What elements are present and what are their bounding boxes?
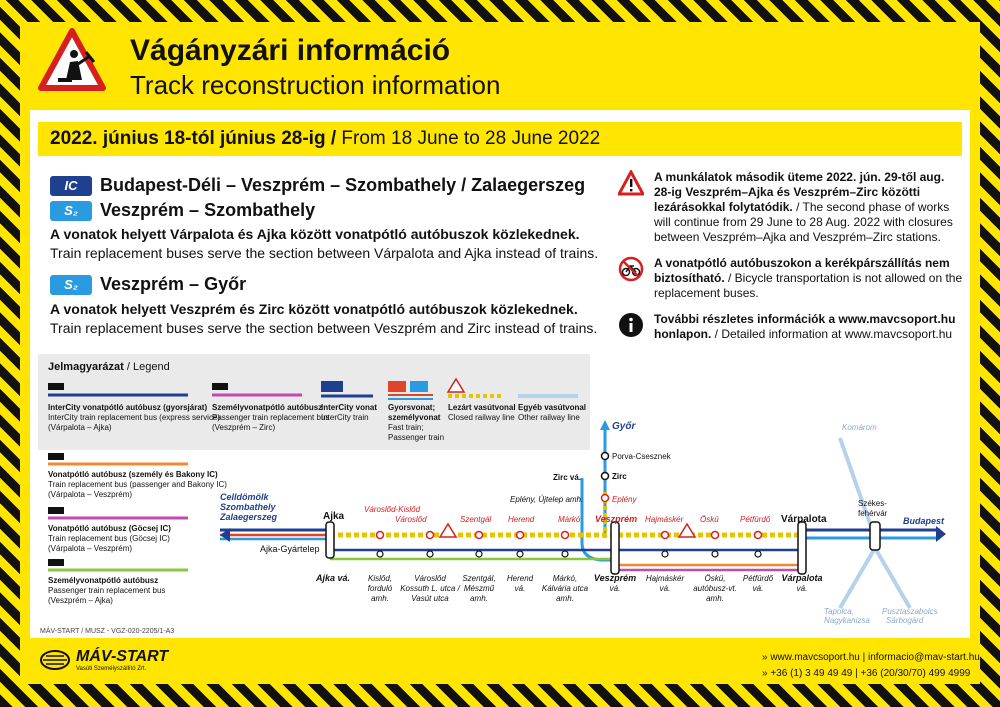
legend-item-en: InterCity train replacement bus (express service) bbox=[48, 413, 221, 422]
legend-item-en: Other railway line bbox=[518, 413, 580, 422]
route-2 bbox=[50, 200, 315, 221]
line-pusztaszabolcs bbox=[875, 548, 910, 608]
label-station: Hajmáskér bbox=[645, 515, 684, 524]
label-station: Pétfürdő bbox=[740, 515, 771, 524]
label-station: Herend bbox=[508, 515, 535, 524]
legend-item-en: (Veszprém – Zirc) bbox=[212, 423, 276, 432]
closed-station-marker bbox=[427, 532, 434, 539]
station-ajka bbox=[326, 522, 334, 558]
legend-title-en: / Legend bbox=[123, 361, 170, 373]
label-zalaegerszeg: Zalaegerszeg bbox=[220, 512, 278, 522]
bus-stop-label: Szentgál, bbox=[462, 574, 496, 583]
legend-item-passenger-bus-ajka bbox=[48, 576, 165, 606]
desc-1-hu: A vonatok helyett Várpalota és Ajka között vonatpótló autóbuszok közlekednek. bbox=[50, 226, 580, 242]
label-komarom: Komárom bbox=[842, 423, 877, 432]
warning-icon bbox=[618, 170, 644, 196]
legend-item-hu: InterCity vonat bbox=[321, 403, 378, 412]
footer-phone: » +36 (1) 3 49 49 49 | +36 (20/30/70) 499 4999 bbox=[762, 668, 971, 679]
closed-station-marker bbox=[562, 532, 569, 539]
bus-stop-label: Vasút utca bbox=[411, 594, 449, 603]
label-ajka-gyartelep: Ajka-Gyártelep bbox=[260, 544, 320, 554]
date-sep: / bbox=[325, 128, 342, 149]
legend-item-en: Passenger train replacement bus bbox=[212, 413, 330, 422]
page-subtitle: Track reconstruction information bbox=[130, 70, 501, 100]
arrow-gyor bbox=[600, 420, 610, 430]
station-varpalota bbox=[798, 522, 806, 574]
ic-badge: IC bbox=[50, 176, 92, 196]
bus-stop-label: Kossuth L. utca / bbox=[400, 584, 460, 593]
stop-epleny bbox=[602, 495, 609, 502]
label-gyor: Győr bbox=[612, 421, 636, 432]
desc-2-hu: A vonatok helyett Veszprém és Zirc között vonatpótló autóbuszok közlekednek. bbox=[50, 301, 578, 317]
bus-stop-label: Ajka vá. bbox=[315, 573, 351, 583]
legend-item-en: Passenger train bbox=[388, 433, 445, 442]
info-phase-two bbox=[618, 170, 963, 245]
label-varpalota: Várpalota bbox=[781, 514, 827, 525]
info-1-bold: A munkálatok második üteme 2022. jún. 29-től aug. 28-ig Veszprém–Ajka és Veszprém–Zirc közötti lezárásokkal folytatódik. bbox=[654, 170, 945, 214]
closed-station-marker bbox=[476, 532, 483, 539]
route-3 bbox=[50, 274, 246, 295]
legend-item-hu: Vonatpótló autóbusz (Göcsej IC) bbox=[48, 524, 171, 533]
bus-icon bbox=[212, 383, 228, 390]
mav-start-logo-icon bbox=[40, 649, 70, 671]
legend-item-en: Fast train; bbox=[388, 423, 424, 432]
legend-item-en: (Várpalota – Veszprém) bbox=[48, 544, 133, 553]
label-pusztaszabolcs-1: Pusztaszabolcs bbox=[882, 607, 938, 616]
bus-stop-label: autóbusz-vt. bbox=[693, 584, 737, 593]
label-station: Városlőd-Kislőd bbox=[364, 505, 421, 514]
bus-stop-label: Mészmű bbox=[463, 584, 495, 593]
bus-stop-marker bbox=[377, 551, 383, 557]
bus-stop-label: Kálvária utca bbox=[541, 584, 589, 593]
legend-item-bakony-bus bbox=[48, 470, 227, 500]
bus-stop-label: Herend bbox=[506, 574, 534, 583]
label-szekesfehervar-2: fehérvár bbox=[858, 509, 888, 518]
closed-station-marker bbox=[755, 532, 762, 539]
info-details bbox=[618, 312, 963, 342]
bus-stop-label: amh. bbox=[706, 594, 724, 603]
legend-item-en: Passenger train replacement bus bbox=[48, 586, 166, 595]
warning-worker-icon bbox=[38, 28, 106, 92]
bus-stop-label: Öskü, bbox=[704, 574, 726, 583]
desc-2-en: Train replacement buses serve the section between Veszprém and Zirc instead of trains. bbox=[50, 320, 598, 336]
bus-stop-label: vá. bbox=[514, 584, 526, 593]
station-szekesfehervar bbox=[870, 522, 880, 550]
mav-start-logo bbox=[40, 648, 168, 672]
label-epleny-ujtelep: Eplény, Újtelep amh. bbox=[510, 495, 584, 504]
label-szombathely: Szombathely bbox=[220, 502, 276, 512]
bus-stop-label: amh. bbox=[556, 594, 574, 603]
date-hu: 2022. június 18-tól június 28-ig bbox=[50, 128, 326, 149]
label-station: Városlőd bbox=[395, 515, 427, 524]
legend-item-ic-bus bbox=[48, 403, 220, 433]
station-veszprem bbox=[611, 522, 619, 574]
bus-stop-marker bbox=[517, 551, 523, 557]
warning-icon bbox=[440, 524, 456, 537]
date-en: From 18 June to 28 June 2022 bbox=[341, 128, 601, 149]
label-ajka: Ajka bbox=[323, 511, 345, 522]
s-badge: S₂ bbox=[50, 201, 92, 221]
label-szekesfehervar-1: Székes- bbox=[858, 499, 887, 508]
route-1-label: Budapest-Déli – Veszprém – Szombathely / Zalaegerszeg bbox=[100, 175, 586, 195]
logo-text: MÁV-START bbox=[76, 648, 169, 665]
label-tapolca-1: Tapolca, bbox=[824, 607, 854, 616]
s-badge bbox=[410, 381, 428, 392]
bus-stop-label: Veszprém bbox=[593, 573, 637, 583]
arrow-east bbox=[936, 526, 946, 542]
closed-station-marker bbox=[377, 532, 384, 539]
info-2-bold: A vonatpótló autóbuszokon a kerékpárszállítás nem biztosítható. bbox=[654, 256, 950, 285]
bus-icon bbox=[48, 559, 64, 566]
label-budapest: Budapest bbox=[903, 516, 945, 526]
date-bar bbox=[38, 122, 962, 156]
bus-stop-marker bbox=[562, 551, 568, 557]
legend-item-en: Train replacement bus (passenger and Bakony IC) bbox=[48, 480, 227, 489]
legend-swatches bbox=[38, 375, 590, 405]
bus-icon bbox=[48, 453, 64, 460]
bus-stop-label: Várpalota bbox=[781, 573, 823, 583]
bus-stop-label: Hajmáskér bbox=[645, 574, 685, 583]
desc-1-en: Train replacement buses serve the section between Várpalota and Ajka instead of trains. bbox=[50, 245, 599, 261]
info-3-bold: További részletes információk a www.mavcsoport.hu honlapon. bbox=[654, 312, 956, 341]
legend-item-hu: Személyvonatpótló autóbusz bbox=[212, 403, 323, 412]
ic-badge bbox=[321, 381, 343, 392]
warning-icon bbox=[679, 524, 695, 537]
logo-subtext: Vasúti Személyszállító Zrt. bbox=[76, 666, 147, 672]
page-title: Vágányzári információ bbox=[130, 34, 451, 67]
legend-item-en: (Várpalota – Ajka) bbox=[48, 423, 112, 432]
legend-item-hu: Egyéb vasútvonal bbox=[518, 403, 587, 412]
label-station: Márkó bbox=[558, 515, 581, 524]
bus-stop-marker bbox=[427, 551, 433, 557]
route-1 bbox=[50, 175, 585, 196]
label-tapolca-2: Nagykanizsa bbox=[824, 616, 870, 625]
label-station: Öskü bbox=[700, 515, 719, 524]
bus-stop-label: Kislőd, bbox=[367, 574, 393, 583]
s-badge: S₂ bbox=[50, 275, 92, 295]
legend-item-hu: Lezárt vasútvonal bbox=[448, 403, 516, 412]
legend-item-en: Closed railway line bbox=[448, 413, 515, 422]
legend-title bbox=[48, 361, 170, 373]
bus-stop-marker bbox=[712, 551, 718, 557]
bus-stop-label: vá. bbox=[659, 584, 671, 593]
line-tapolca bbox=[840, 548, 875, 608]
bus-stop-label: amh. bbox=[470, 594, 488, 603]
closed-station-marker bbox=[517, 532, 524, 539]
bus-stop-label: amh. bbox=[371, 594, 389, 603]
legend-item-hu: Gyorsvonat; személyvonat bbox=[388, 403, 441, 422]
bus-icon bbox=[48, 383, 64, 390]
stop-porva bbox=[602, 453, 609, 460]
info-bicycle bbox=[618, 256, 963, 301]
no-bicycle-icon bbox=[618, 256, 644, 282]
info-3-rest: / Detailed information at www.mavcsoport.hu bbox=[711, 327, 953, 341]
bus-stop-label: Márkó, bbox=[552, 574, 578, 583]
route-2-label: Veszprém – Szombathely bbox=[100, 200, 316, 220]
legend-item-en: (Veszprém – Ajka) bbox=[48, 596, 113, 605]
bus-stop-marker bbox=[662, 551, 668, 557]
legend-item-gocsej-bus bbox=[48, 524, 171, 554]
route-3-label: Veszprém – Győr bbox=[100, 274, 247, 294]
bus-icon bbox=[48, 507, 64, 514]
warning-icon bbox=[448, 379, 464, 392]
bus-stop-label: vá. bbox=[609, 584, 621, 593]
legend-item-en: InterCity train bbox=[321, 413, 369, 422]
label-epleny: Eplény bbox=[612, 495, 637, 504]
route-map bbox=[220, 418, 962, 640]
legend-item-hu: Személyvonatpótló autóbusz bbox=[48, 576, 159, 585]
bus-stop-label: forduló bbox=[367, 584, 393, 593]
bus-stop-labels bbox=[315, 573, 823, 603]
legend-item-hu: InterCity vonatpótló autóbusz (gyorsjárat) bbox=[48, 403, 208, 412]
footer-web[interactable]: » www.mavcsoport.hu | informacio@mav-start.hu bbox=[762, 652, 980, 663]
bus-stop-marker bbox=[755, 551, 761, 557]
legend-title-hu: Jelmagyarázat bbox=[48, 361, 124, 373]
closed-station-marker bbox=[662, 532, 669, 539]
legend-item-en: Train replacement bus (Göcsej IC) bbox=[48, 534, 170, 543]
gy-badge bbox=[388, 381, 406, 392]
bus-stop-label: vá. bbox=[752, 584, 764, 593]
label-pusztaszabolcs-2: Sárbogárd bbox=[886, 616, 924, 625]
legend-item-en: (Várpalota – Veszprém) bbox=[48, 490, 133, 499]
info-icon bbox=[618, 312, 644, 338]
bus-stop-label: Városlőd bbox=[414, 574, 446, 583]
bus-stop-label: vá. bbox=[796, 584, 808, 593]
label-veszprem: Veszprém bbox=[595, 514, 638, 524]
label-celldomolk: Celldömölk bbox=[220, 492, 269, 502]
document-code: MÁV-START / MUSZ - VGZ-020-2205/1-A3 bbox=[40, 628, 175, 635]
stop-zirc bbox=[602, 473, 609, 480]
label-zirc: Zirc bbox=[612, 472, 627, 481]
label-station: Szentgál bbox=[460, 515, 492, 524]
bus-stop-marker bbox=[476, 551, 482, 557]
label-porva: Porva-Csesznek bbox=[612, 452, 671, 461]
bus-stop-label: Pétfürdő bbox=[742, 574, 774, 583]
closed-station-marker bbox=[712, 532, 719, 539]
label-zirc-va: Zirc vá. bbox=[553, 473, 582, 482]
info-1-rest: / The second phase of works will continue from 29 June to 28 Aug. 2022 with closures between Veszprém–Ajka and Veszprém–Zirc stations. bbox=[654, 200, 953, 244]
legend-item-hu: Vonatpótló autóbusz (személy és Bakony IC) bbox=[48, 470, 218, 479]
info-2-rest: / Bicycle transportation is not allowed on the replacement buses. bbox=[654, 271, 963, 300]
